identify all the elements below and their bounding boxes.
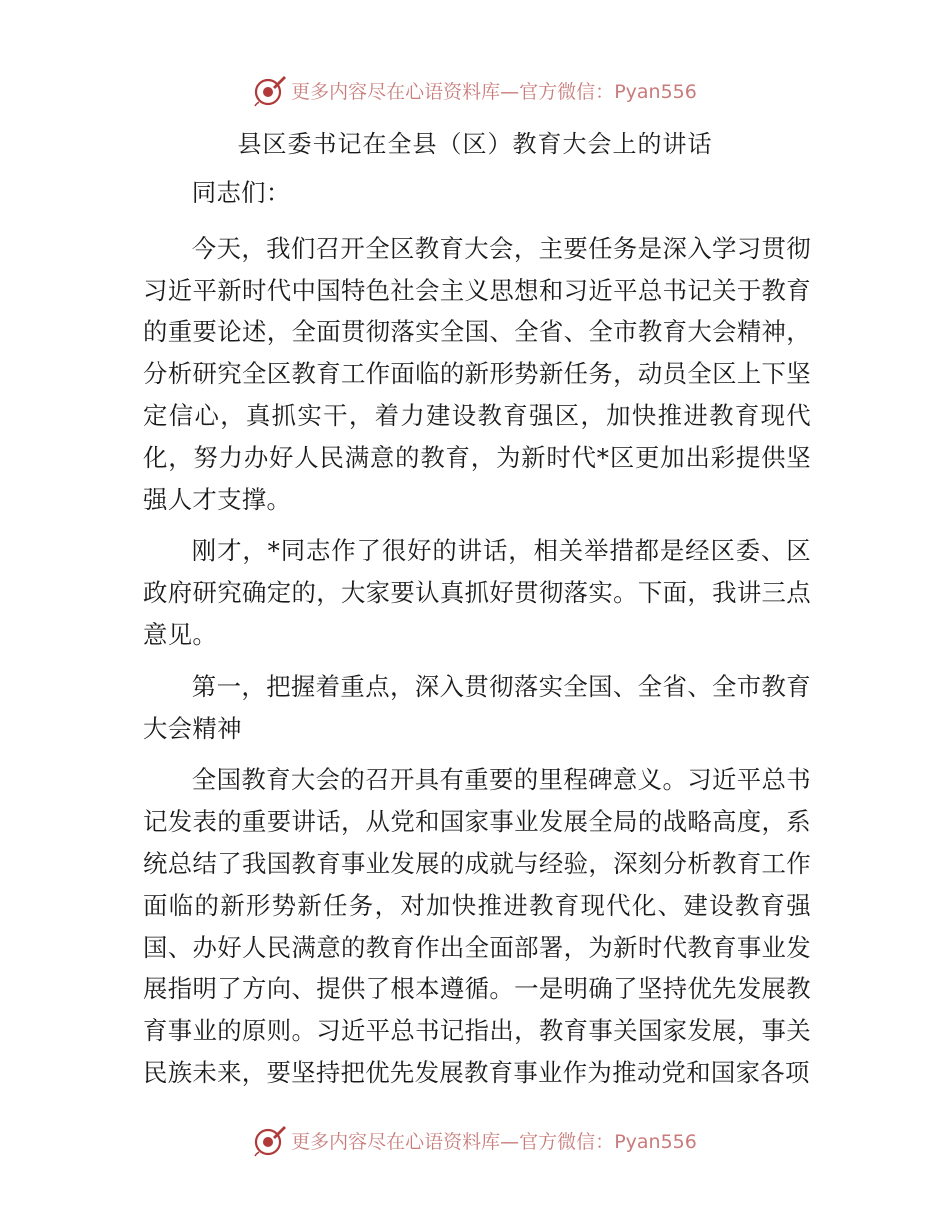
watermark-banner-bottom xyxy=(0,1120,950,1160)
paragraph: 今天，我们召开全区教育大会，主要任务是深入学习贯彻习近平新时代中国特色社会主义思想和习近平总书记关于教育的重要论述，全面贯彻落实全国、全省、全市教育大会精神，分析研究全区教育工作面临的新形势新任务，动员全区上下坚定信心，真抓实干，着力建设教育强区，加快推进教育现代化，努力办好人民满意的教育，为新时代*区更加出彩提供坚强人才支撑。 xyxy=(143,233,811,514)
document-title: 县区委书记在全县（区）教育大会上的讲话 xyxy=(237,130,713,158)
watermark-banner-top xyxy=(0,70,950,110)
pen-logo-icon xyxy=(253,1123,287,1157)
paragraph: 刚才，*同志作了很好的讲话，相关举措都是经区委、区政府研究确定的，大家要认真抓好贯彻落实。下面，我讲三点意见。 xyxy=(143,536,811,649)
section-heading: 第一，把握着重点，深入贯彻落实全国、全省、全市教育大会精神 xyxy=(143,671,811,743)
salutation: 同志们： xyxy=(191,178,291,207)
watermark-text: 更多内容尽在心语资料库—官方微信：Pyan556 xyxy=(291,1130,697,1153)
watermark-text: 更多内容尽在心语资料库—官方微信：Pyan556 xyxy=(291,80,697,103)
document-body xyxy=(143,172,811,1104)
pen-logo-icon xyxy=(253,73,287,107)
paragraph: 全国教育大会的召开具有重要的里程碑意义。习近平总书记发表的重要讲话，从党和国家事业发展全局的战略高度，系统总结了我国教育事业发展的成就与经验，深刻分析教育工作面临的新形势新任务，对加快推进教育现代化、建设教育强国、办好人民满意的教育作出全面部署，为新时代教育事业发展指明了方向、提供了根本遵循。一是明确了坚持优先发展教育事业的原则。习近平总书记指出，教育事关国家发展，事关民族未来，要坚持把优先发展教育事业作为推动党和国家各项 xyxy=(143,765,811,1087)
